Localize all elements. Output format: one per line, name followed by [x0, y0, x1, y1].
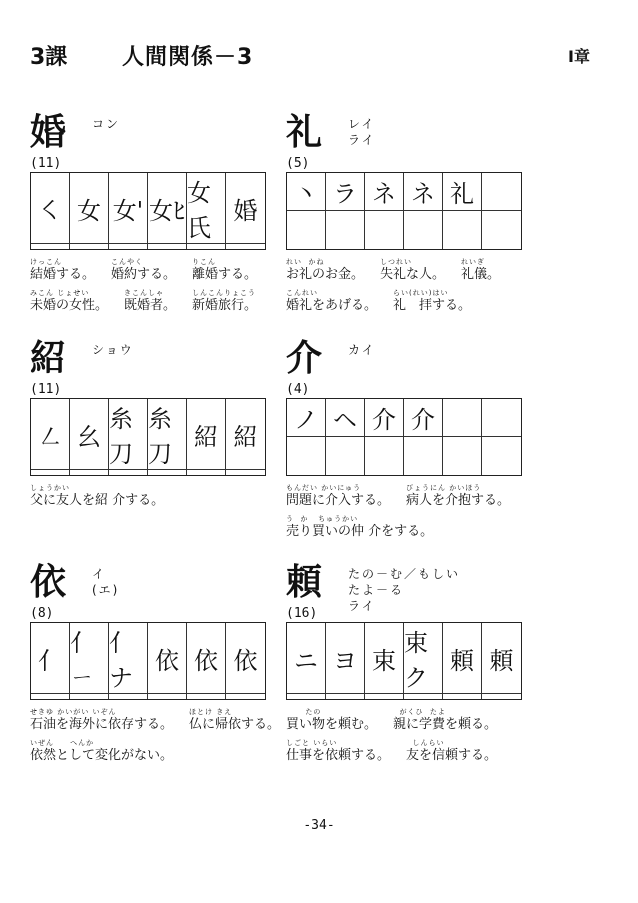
furigana: ほとけ きえ [189, 708, 233, 716]
practice-cell [482, 173, 521, 211]
practice-cell [404, 437, 443, 475]
example-item [286, 739, 390, 764]
stroke-step-cell: ニ [287, 623, 326, 694]
furigana: けっこん [30, 258, 62, 266]
furigana: しつれい [380, 258, 413, 266]
practice-cell [70, 694, 109, 699]
stroke-step-cell: 糸刀 [148, 399, 187, 470]
furigana: もんだい かいにゅう [286, 484, 362, 492]
stroke-count: (5) [286, 156, 310, 171]
example-sentences [30, 708, 300, 770]
kanji-reading: たの－む／もしい たよ－る ライ [348, 567, 461, 613]
stroke-step-cell: ㇛ [31, 173, 70, 244]
example-line [30, 258, 300, 283]
practice-cell [326, 437, 365, 475]
furigana: らい(れい)はい [393, 289, 449, 297]
furigana: がくひ たよ [393, 708, 446, 716]
page-header [30, 40, 590, 80]
furigana: う か ちゅうかい [286, 515, 359, 523]
furigana: しょうかい [30, 484, 70, 492]
furigana: れいぎ [461, 258, 486, 266]
stroke-step-cell: 束ク [404, 623, 443, 694]
example-text: 仏に帰依する。 [189, 717, 281, 732]
practice-cell [226, 470, 265, 475]
practice-cell [187, 244, 226, 249]
stroke-step-cell: ラ [326, 173, 365, 211]
stroke-step-cell: 依 [226, 623, 265, 694]
example-text: 結婚する。 [30, 267, 96, 282]
example-text: 婚礼をあげる。 [286, 298, 378, 313]
stroke-step-cell: 女氏 [187, 173, 226, 244]
example-line [286, 484, 556, 509]
practice-cell [443, 211, 482, 249]
lesson-number: 3課 [30, 45, 68, 70]
stroke-step-cell: ㇜ [31, 399, 70, 470]
furigana: たの [286, 708, 322, 716]
furigana: しごと いらい [286, 739, 338, 747]
example-item [30, 289, 108, 314]
chapter-label: I章 [568, 47, 590, 66]
example-line [30, 484, 300, 509]
example-item [30, 484, 164, 509]
example-sentences [30, 484, 300, 515]
example-text: 既婚者。 [124, 298, 177, 313]
furigana: びょうにん かいほう [406, 484, 482, 492]
kanji-entry [30, 112, 266, 332]
kanji-reading: カイ [348, 343, 376, 357]
example-item [30, 708, 173, 733]
stroke-step-cell: 丶 [287, 173, 326, 211]
example-line [30, 289, 300, 314]
stroke-count: (11) [30, 156, 62, 171]
example-item [286, 515, 433, 540]
example-text: お礼のお金。 [286, 267, 365, 282]
practice-cell [109, 694, 148, 699]
example-line [286, 515, 556, 540]
furigana: りこん [192, 258, 217, 266]
furigana: こんやく [111, 258, 144, 266]
example-sentences [286, 708, 556, 770]
kanji-entry [286, 338, 522, 558]
kanji-character: 紹 [30, 337, 67, 379]
practice-cell [226, 694, 265, 699]
practice-grid [286, 622, 522, 700]
example-line [286, 289, 556, 314]
practice-cell [482, 437, 521, 475]
furigana: いぜん へんか [30, 739, 95, 747]
example-text: 親に学費を頼る。 [393, 717, 498, 732]
stroke-step-cell: 依 [187, 623, 226, 694]
stroke-count: (16) [286, 606, 318, 621]
page-title: 人間関係－3 [122, 45, 254, 70]
kanji-reading: イ (エ) [92, 567, 120, 597]
practice-cell [187, 470, 226, 475]
practice-cell [187, 694, 226, 699]
example-text: 病人を介抱する。 [406, 493, 511, 508]
stroke-step-cell: ネ [404, 173, 443, 211]
practice-cell [31, 470, 70, 475]
example-text: 買い物を頼む。 [286, 717, 378, 732]
practice-cell [404, 694, 443, 699]
practice-cell [148, 244, 187, 249]
stroke-step-cell: 頼 [443, 623, 482, 694]
example-item [406, 484, 510, 509]
example-item [393, 289, 471, 314]
stroke-step-cell: 礼 [443, 173, 482, 211]
practice-cell [326, 694, 365, 699]
example-sentences [286, 258, 556, 320]
practice-cell [404, 211, 443, 249]
example-sentences [286, 484, 556, 546]
example-text: 離婚する。 [192, 267, 258, 282]
stroke-step-cell: 紹 [187, 399, 226, 470]
furigana: みこん じょせい [30, 289, 90, 297]
practice-cell [31, 694, 70, 699]
example-line [286, 258, 556, 283]
kanji-reading: レイ ライ [348, 117, 376, 147]
example-item [286, 708, 377, 733]
furigana: しんこんりょこう [192, 289, 257, 297]
stroke-step-cell: 頼 [482, 623, 521, 694]
example-item [192, 289, 257, 314]
stroke-count: (11) [30, 382, 62, 397]
example-line [30, 708, 300, 733]
stroke-step-cell: 婚 [226, 173, 265, 244]
example-item [393, 708, 497, 733]
practice-cell [443, 437, 482, 475]
kanji-character: 介 [286, 337, 323, 379]
practice-grid [286, 172, 522, 250]
example-item [286, 258, 364, 283]
practice-cell [109, 244, 148, 249]
kanji-character: 礼 [286, 111, 323, 153]
stroke-count: (4) [286, 382, 310, 397]
stroke-step-cell: 亻 [31, 623, 70, 694]
practice-cell [148, 694, 187, 699]
example-item [286, 484, 390, 509]
example-text: 礼 拝する。 [393, 298, 472, 313]
stroke-step-cell: 紹 [226, 399, 265, 470]
practice-cell [326, 211, 365, 249]
practice-cell [31, 244, 70, 249]
practice-grid [30, 172, 266, 250]
practice-grid [286, 398, 522, 476]
stroke-step-cell: ヘ [326, 399, 365, 437]
example-item [30, 739, 173, 764]
stroke-step-cell: ネ [365, 173, 404, 211]
stroke-step-cell: 介 [404, 399, 443, 437]
example-item [192, 258, 257, 283]
page-number: -34- [303, 818, 335, 833]
example-item [124, 289, 176, 314]
stroke-step-cell: 幺 [70, 399, 109, 470]
kanji-reading: コン [92, 117, 121, 131]
practice-cell [287, 437, 326, 475]
example-text: 礼儀。 [461, 267, 501, 282]
kanji-entry [286, 112, 522, 332]
example-text: 失礼な人。 [380, 267, 446, 282]
example-item [406, 739, 497, 764]
example-text: 依然として変化がない。 [30, 748, 174, 763]
practice-cell [70, 244, 109, 249]
stroke-step-cell: 亻ㄧ [70, 623, 109, 694]
stroke-step-cell: ノ [287, 399, 326, 437]
example-item [111, 258, 176, 283]
kanji-character: 頼 [286, 561, 323, 603]
stroke-step-cell: ヨ [326, 623, 365, 694]
kanji-reading: ショウ [92, 343, 134, 357]
practice-cell [365, 211, 404, 249]
practice-cell [365, 694, 404, 699]
kanji-entry [286, 562, 522, 782]
example-text: 売り買いの仲 介をする。 [286, 524, 434, 539]
stroke-step-cell: 介 [365, 399, 404, 437]
example-text: 新婚旅行。 [192, 298, 258, 313]
stroke-step-cell: 糸刀 [109, 399, 148, 470]
practice-cell [287, 211, 326, 249]
example-line [286, 708, 556, 733]
stroke-step-cell: 依 [148, 623, 187, 694]
practice-cell [443, 399, 482, 437]
example-text: 石油を海外に依存する。 [30, 717, 174, 732]
stroke-step-cell: 女ﾋ [148, 173, 187, 244]
example-line [30, 739, 300, 764]
furigana: れい かね [286, 258, 325, 266]
example-item [30, 258, 95, 283]
stroke-step-cell: 束 [365, 623, 404, 694]
stroke-step-cell: 女' [109, 173, 148, 244]
stroke-step-cell: 亻ナ [109, 623, 148, 694]
practice-cell [109, 470, 148, 475]
practice-cell [482, 211, 521, 249]
practice-grid [30, 622, 266, 700]
practice-cell [70, 470, 109, 475]
practice-cell [365, 437, 404, 475]
example-sentences [30, 258, 300, 320]
stroke-count: (8) [30, 606, 54, 621]
example-text: 父に友人を紹 介する。 [30, 493, 165, 508]
furigana: せきゆ かいがい いぞん [30, 708, 117, 716]
furigana: しんらい [406, 739, 445, 747]
stroke-step-cell: 女 [70, 173, 109, 244]
example-item [286, 289, 377, 314]
example-item [189, 708, 280, 733]
example-text: 友を信頼する。 [406, 748, 498, 763]
practice-cell [482, 694, 521, 699]
example-text: 婚約する。 [111, 267, 177, 282]
example-text: 問題に介入する。 [286, 493, 391, 508]
example-item [461, 258, 500, 283]
example-line [286, 739, 556, 764]
practice-cell [287, 694, 326, 699]
example-text: 未婚の女性。 [30, 298, 109, 313]
kanji-entry [30, 338, 266, 558]
kanji-character: 婚 [30, 111, 67, 153]
example-text: 仕事を依頼する。 [286, 748, 391, 763]
example-item [380, 258, 445, 283]
furigana: こんれい [286, 289, 318, 297]
practice-grid [30, 398, 266, 476]
practice-cell [482, 399, 521, 437]
practice-cell [148, 470, 187, 475]
kanji-entry [30, 561, 281, 782]
practice-cell [443, 694, 482, 699]
kanji-character: 依 [30, 561, 67, 603]
furigana: きこんしゃ [124, 289, 165, 297]
practice-cell [226, 244, 265, 249]
